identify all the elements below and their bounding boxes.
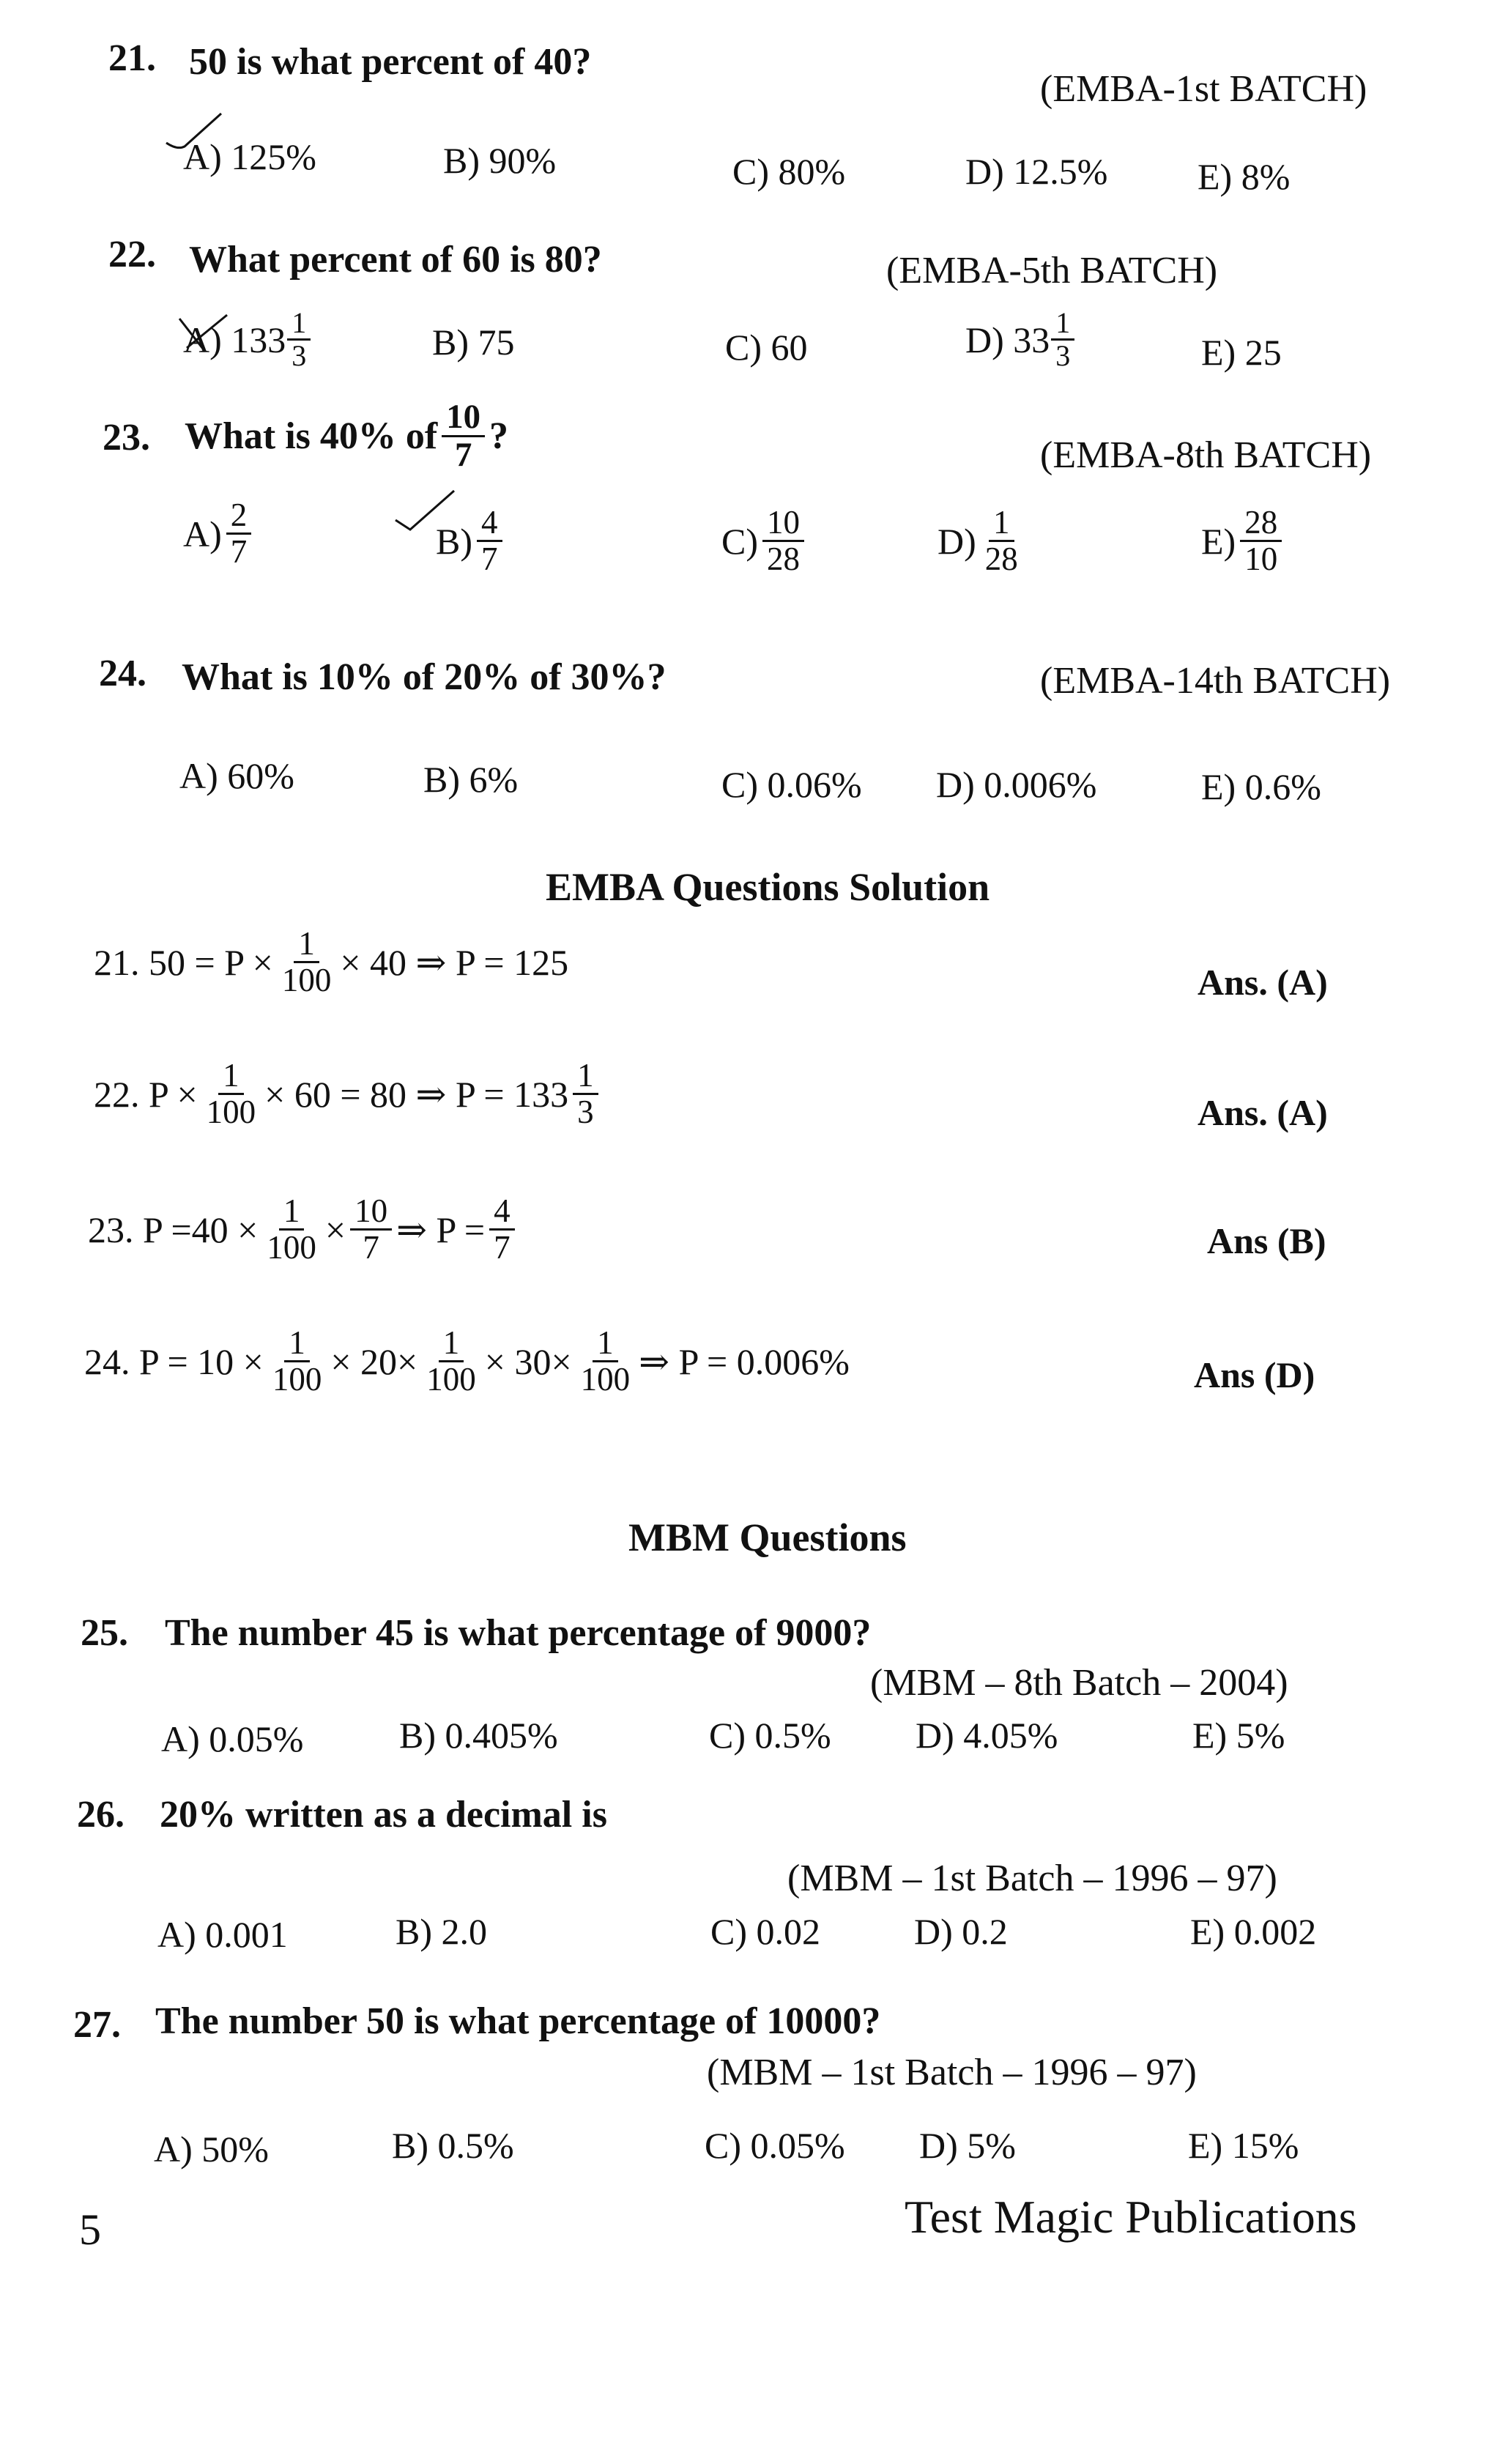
q23-option-d-fraction: $\frac{1}{28}$ (984, 504, 1018, 578)
solution-24 (84, 1326, 850, 1398)
solution-24-fraction-2: $\frac{1}{100}$ (426, 1324, 476, 1398)
q23-option-e (1201, 505, 1286, 577)
solution-23-fraction-3: $\frac{4}{7}$ (489, 1194, 515, 1266)
solution-24-times-20: × 20× (330, 1340, 418, 1382)
q23-option-a-label: A) (183, 513, 222, 554)
q23-option-b-fraction: $\frac{4}{7}$ (477, 505, 502, 577)
mbm-heading: MBM Questions (628, 1515, 907, 1559)
q22-number: 22. (108, 234, 156, 275)
q25-batch: (MBM – 8th Batch – 2004) (870, 1662, 1288, 1704)
solution-21-lhs: 21. 50 = P × (94, 941, 273, 983)
q25-option-b: B) 0.405% (399, 1715, 558, 1756)
q23-question-mark: ? (489, 415, 509, 458)
q25-option-e: E) 5% (1192, 1715, 1285, 1756)
q26-batch: (MBM – 1st Batch – 1996 – 97) (787, 1858, 1277, 1899)
q23-option-a (183, 498, 256, 570)
q23-number: 23. (103, 417, 150, 459)
solution-22-fraction: $\frac{1}{100}$ (206, 1057, 256, 1131)
q23-option-b-label: B) (436, 520, 472, 562)
q24-text: What is 10% of 20% of 30%? (182, 656, 667, 698)
q23-option-e-label: E) (1201, 520, 1236, 562)
q22-text: What percent of 60 is 80? (189, 239, 602, 281)
q26-option-c: C) 0.02 (710, 1911, 820, 1952)
answer-tick-mark-icon (392, 487, 458, 531)
solution-23-lhs: 23. P =40 × (88, 1209, 259, 1250)
q26-option-b: B) 2.0 (396, 1911, 487, 1952)
q25-option-c: C) 0.5% (709, 1715, 831, 1756)
publisher-name: Test Magic Publications (905, 2191, 1357, 2243)
q24-option-d: D) 0.006% (936, 764, 1097, 805)
q23-option-c-fraction: $\frac{10}{28}$ (762, 505, 804, 577)
solution-22-answer: Ans. (A) (1198, 1092, 1328, 1133)
q23-option-a-fraction: $\frac{2}{7}$ (226, 498, 252, 570)
q27-option-d: D) 5% (919, 2125, 1016, 2166)
answer-tick-mark-icon (163, 110, 229, 154)
solution-22-lhs: 22. P × (94, 1073, 198, 1115)
q23-option-d (938, 505, 1027, 577)
q27-number: 27. (73, 2004, 121, 2046)
q22-option-a-fraction: $\frac{1}{3}$ (287, 308, 311, 371)
q23-question (185, 399, 508, 473)
solution-24-lhs: 24. P = 10 × (84, 1340, 264, 1382)
page-number: 5 (79, 2205, 101, 2254)
q24-number: 24. (99, 653, 146, 694)
solution-23-rhs: ⇒ P = (396, 1209, 486, 1250)
q22-option-d-fraction: $\frac{1}{3}$ (1051, 308, 1074, 371)
q21-option-a: A) 125% (183, 136, 316, 177)
emba-solution-heading: EMBA Questions Solution (546, 865, 990, 909)
q23-option-e-fraction: $\frac{28}{10}$ (1240, 505, 1282, 577)
q21-text: 50 is what percent of 40? (189, 41, 592, 83)
solution-24-rhs: ⇒ P = 0.006% (639, 1340, 850, 1382)
q21-option-c: C) 80% (732, 151, 846, 192)
q24-option-a: A) 60% (179, 755, 294, 796)
q24-batch: (EMBA-14th BATCH) (1040, 660, 1391, 702)
q27-option-a: A) 50% (154, 2129, 269, 2170)
q24-option-c: C) 0.06% (721, 764, 862, 805)
q21-option-e: E) 8% (1198, 156, 1291, 197)
q22-option-d-whole: D) 33 (965, 319, 1050, 360)
q25-option-a: A) 0.05% (161, 1718, 304, 1759)
solution-21-answer: Ans. (A) (1198, 962, 1328, 1003)
q27-option-b: B) 0.5% (392, 2125, 514, 2166)
solution-23-fraction-2: $\frac{10}{7}$ (350, 1194, 392, 1266)
solution-21-fraction: $\frac{1}{100}$ (281, 925, 332, 999)
solution-21-rhs: × 40 ⇒ P = 125 (340, 941, 569, 983)
solution-22-rhs: × 60 = 80 ⇒ P = 133 (264, 1073, 569, 1115)
q23-option-d-label: D) (938, 520, 976, 562)
q21-option-b: B) 90% (443, 140, 557, 181)
q26-option-d: D) 0.2 (914, 1911, 1008, 1952)
q26-text: 20% written as a decimal is (160, 1794, 607, 1836)
q23-option-c-label: C) (721, 520, 758, 562)
q21-number: 21. (108, 37, 156, 79)
q22-option-d (965, 308, 1076, 371)
solution-24-fraction-3: $\frac{1}{100}$ (580, 1324, 631, 1398)
q23-fraction: $\frac{10}{7}$ (442, 399, 485, 473)
q22-batch: (EMBA-5th BATCH) (886, 250, 1218, 292)
q25-option-d: D) 4.05% (916, 1715, 1058, 1756)
q26-number: 26. (77, 1794, 125, 1836)
q26-option-e: E) 0.002 (1190, 1911, 1317, 1952)
q26-option-a: A) 0.001 (157, 1914, 288, 1955)
q21-option-d: D) 12.5% (965, 151, 1108, 192)
q23-batch: (EMBA-8th BATCH) (1040, 434, 1372, 476)
solution-23 (88, 1194, 519, 1266)
q24-option-e: E) 0.6% (1201, 766, 1321, 807)
q23-option-c (721, 505, 809, 577)
q24-option-b: B) 6% (423, 759, 519, 800)
q21-batch: (EMBA-1st BATCH) (1040, 68, 1367, 110)
q25-number: 25. (81, 1612, 128, 1654)
solution-23-fraction-1: $\frac{1}{100}$ (267, 1192, 316, 1266)
q22-option-b: B) 75 (432, 322, 515, 363)
solution-23-answer: Ans (B) (1207, 1220, 1326, 1261)
q25-text: The number 45 is what percentage of 9000? (165, 1612, 872, 1654)
q22-option-a-whole: A) 133 (183, 319, 286, 360)
solution-23-times: × (324, 1209, 346, 1250)
q23-text: What is 40% of (185, 415, 438, 458)
answer-tick-mark-icon (176, 311, 242, 355)
solution-21 (94, 927, 568, 998)
q27-batch: (MBM – 1st Batch – 1996 – 97) (707, 2052, 1197, 2093)
solution-24-fraction-1: $\frac{1}{100}$ (272, 1324, 322, 1398)
q27-option-c: C) 0.05% (705, 2125, 845, 2166)
solution-22 (94, 1058, 603, 1130)
solution-24-times-30: × 30× (484, 1340, 572, 1382)
q27-text: The number 50 is what percentage of 10000? (155, 2000, 881, 2042)
solution-22-mixed-fraction: $\frac{1}{3}$ (573, 1058, 598, 1130)
solution-24-answer: Ans (D) (1194, 1354, 1315, 1395)
q27-option-e: E) 15% (1188, 2125, 1299, 2166)
q22-option-c: C) 60 (725, 327, 808, 368)
q22-option-e: E) 25 (1201, 332, 1282, 373)
